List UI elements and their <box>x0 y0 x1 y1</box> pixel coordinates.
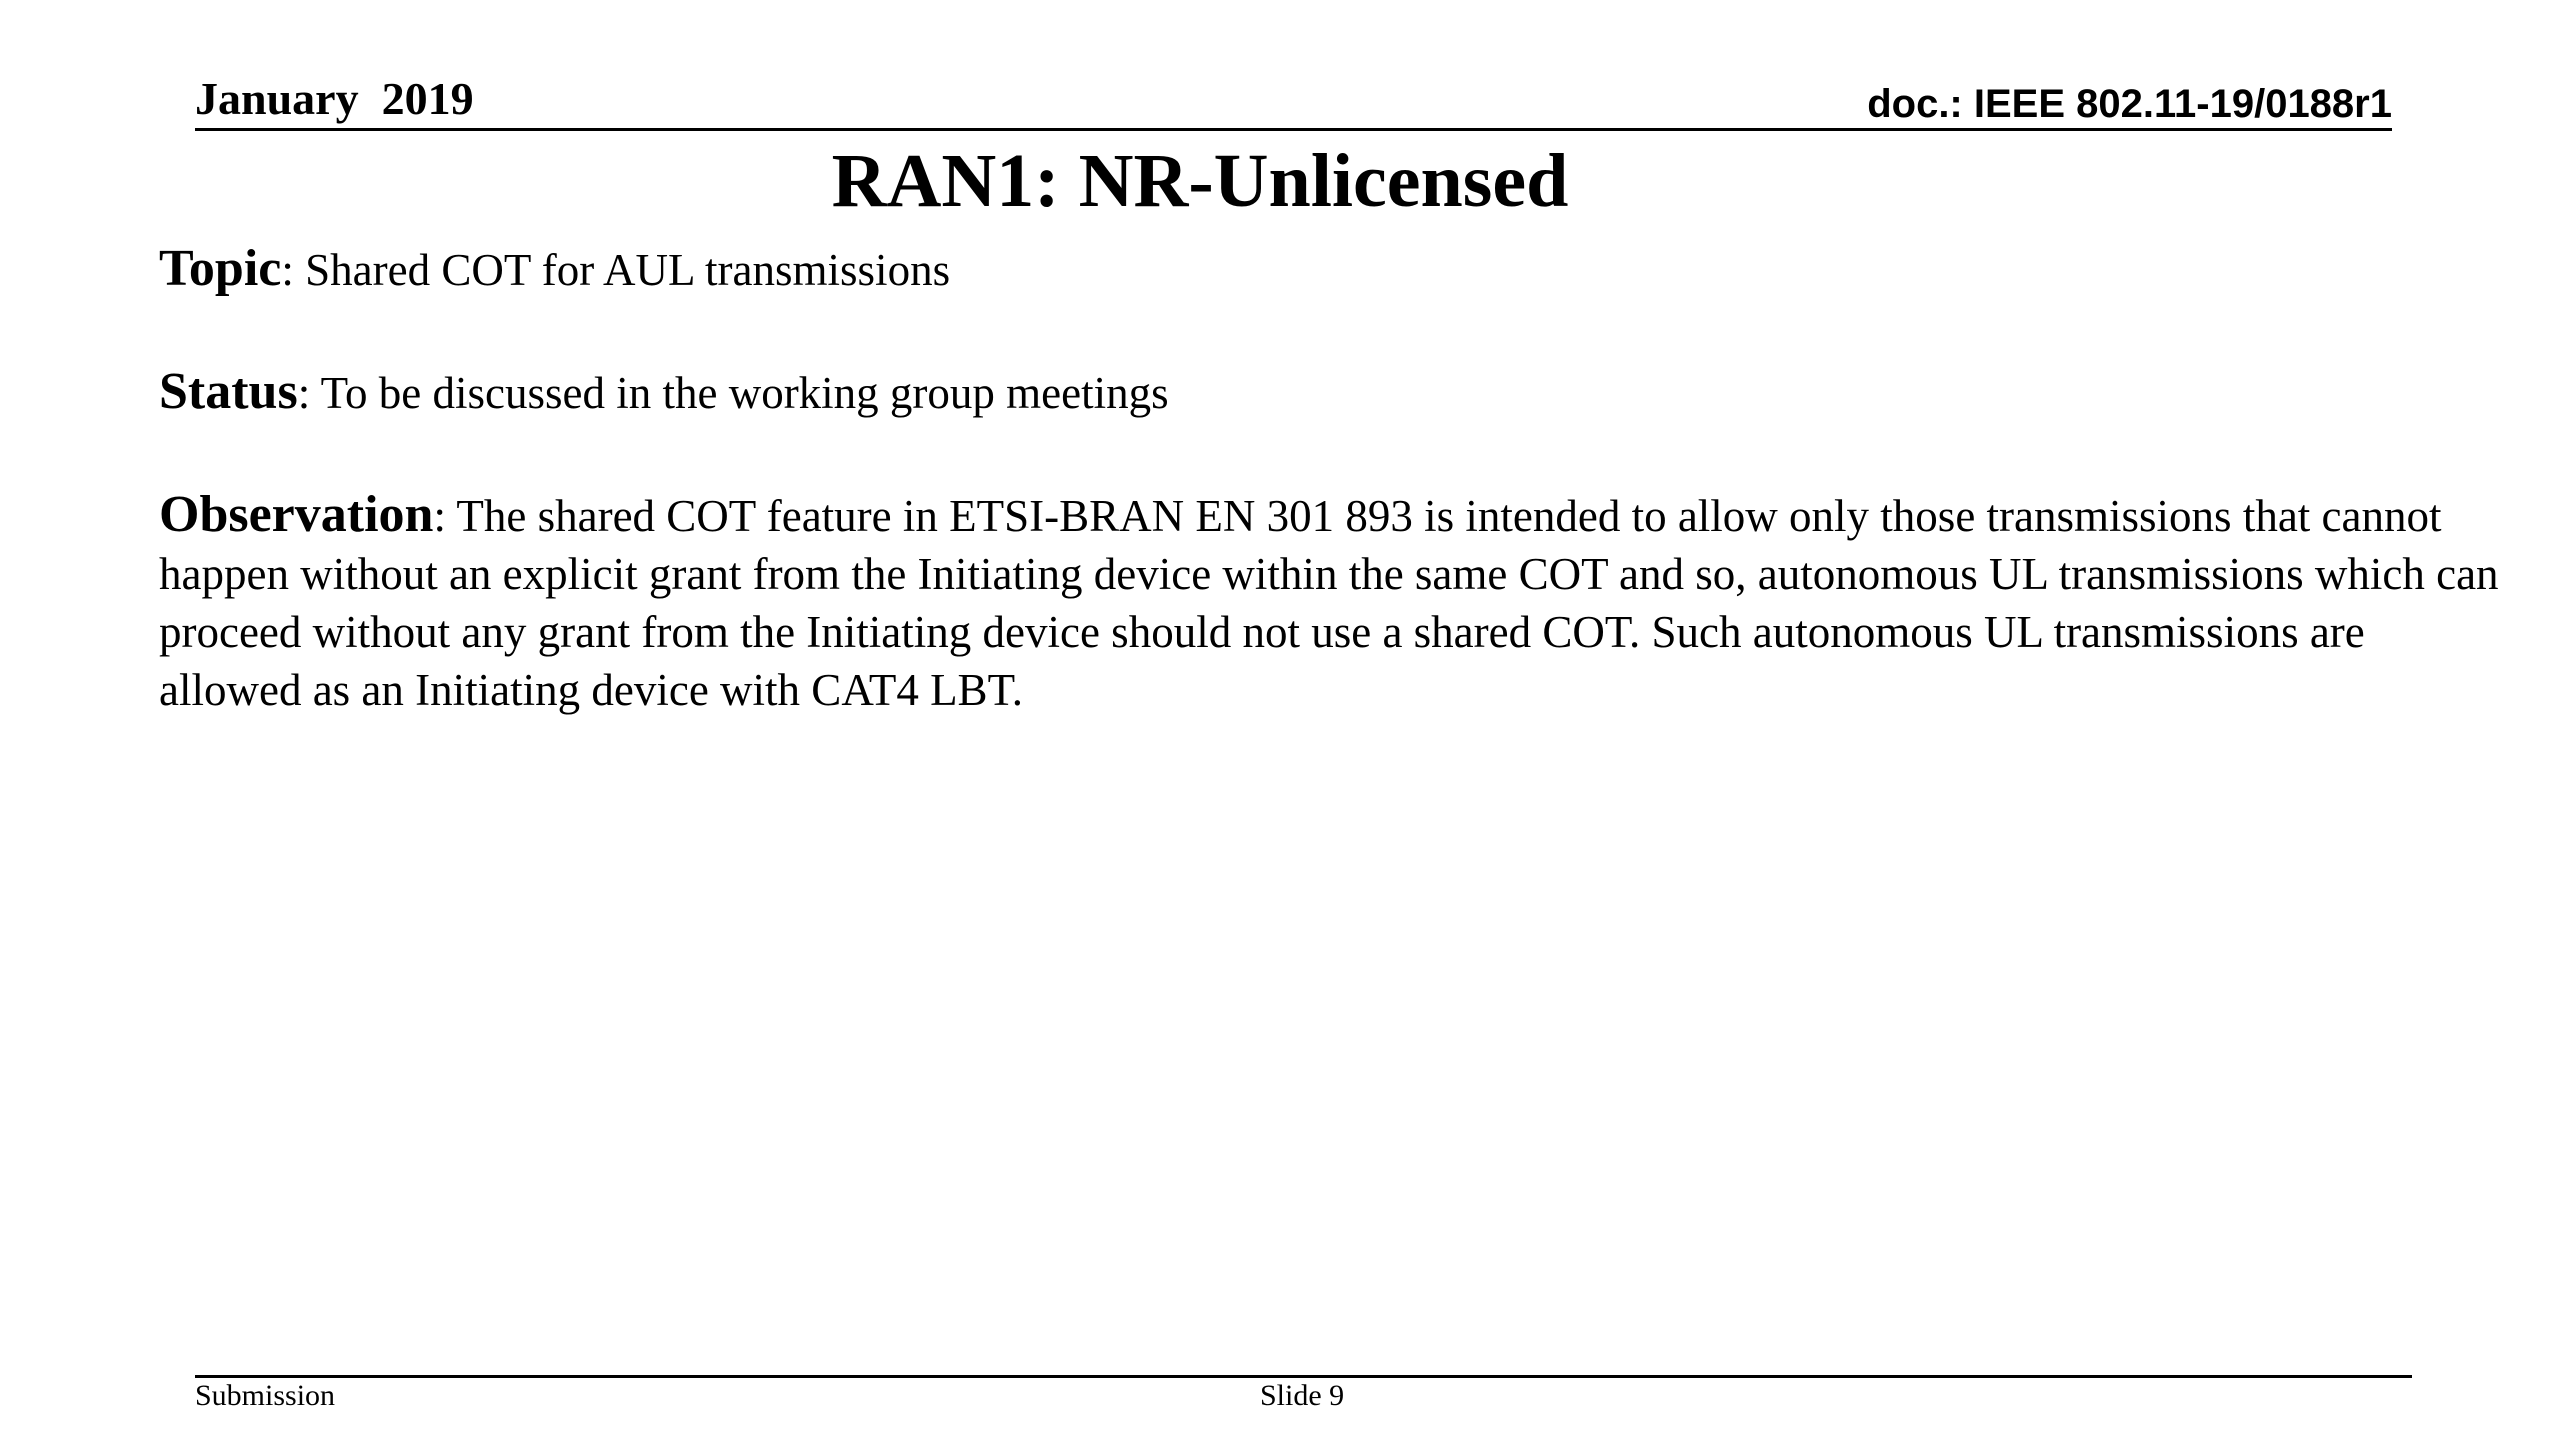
footer-submission: Submission <box>195 1379 336 1412</box>
slide-title: RAN1: NR-Unlicensed <box>831 139 1569 223</box>
topic-paragraph <box>159 240 2499 299</box>
status-text: : To be discussed in the working group meetings <box>297 368 1169 418</box>
observation-label: Observation <box>159 486 434 543</box>
status-paragraph <box>159 363 2499 422</box>
header-doc-id: doc.: IEEE 802.11-19/0188r1 <box>1867 82 2392 126</box>
observation-paragraph <box>159 486 2499 719</box>
observation-text: : The shared COT feature in ETSI-BRAN EN 301 893 is intended to allow only those transmissions that cannot happen without an explicit grant from the Initiating device within the same COT and so, autonomous UL transmissions which can proceed without any grant from the Initiating device should not use a shared COT. Such autonomous UL transmissions are allowed as an Initiating device with CAT4 LBT. <box>159 491 2499 715</box>
status-label: Status <box>159 363 298 420</box>
footer-slide-number: Slide 9 <box>1260 1379 1345 1412</box>
header-divider <box>195 128 2392 131</box>
slide-body <box>159 240 2499 783</box>
footer-divider <box>195 1375 2412 1378</box>
topic-text: : Shared COT for AUL transmissions <box>281 245 951 295</box>
topic-label: Topic <box>159 240 282 297</box>
header-date: January 2019 <box>195 73 474 124</box>
